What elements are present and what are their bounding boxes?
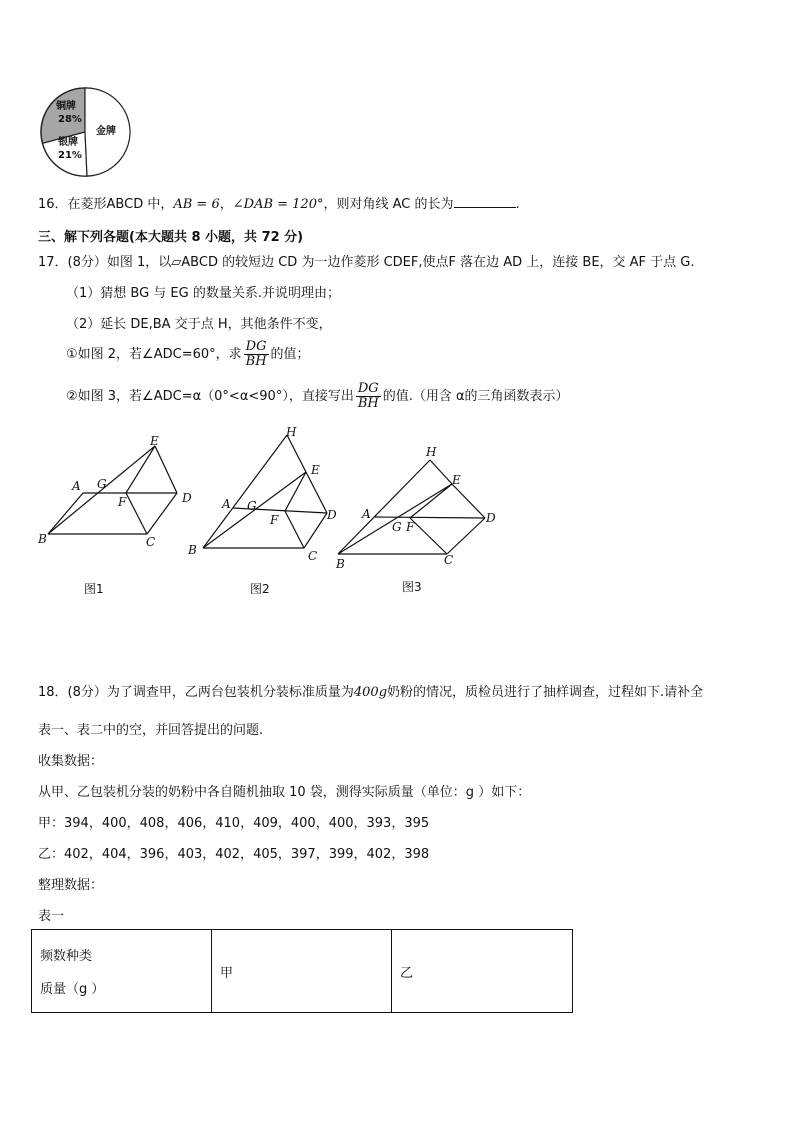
fig2-point-F: F bbox=[270, 513, 279, 527]
header-top-label: 频数种类 bbox=[40, 949, 93, 964]
table-cell-jia: 甲 bbox=[212, 930, 392, 1013]
table-row bbox=[32, 930, 573, 1013]
fig2-point-E: E bbox=[311, 463, 320, 477]
figure-3-caption: 图3 bbox=[402, 580, 422, 594]
pie-label-gold: 金牌 bbox=[96, 126, 116, 137]
question-17-part2-2: ②如图 3，若∠ADC=α（0°<α<90°），直接写出 $\frac{DG}{BH}$ 的值.（用含 α的三角函数表示） bbox=[66, 381, 569, 411]
pie-label-silver-pct: 21% bbox=[58, 150, 82, 161]
fig2-point-C: C bbox=[308, 549, 318, 563]
question-17-part2-1: ①如图 2，若∠ADC=60°，求 $\frac{DG}{BH}$ 的值； bbox=[66, 339, 310, 369]
sample-description: 从甲、乙包装机分装的奶粉中各自随机抽取 10 袋，测得实际质量（单位：g ）如下： bbox=[38, 785, 531, 800]
fig1-point-G: G bbox=[97, 477, 107, 491]
question-17-part2: （2）延长 DE,BA 交于点 H，其他条件不变， bbox=[66, 317, 332, 332]
fig3-point-C: C bbox=[444, 553, 454, 567]
fig3-point-A: A bbox=[362, 507, 371, 521]
pie-label-bronze-pct: 28% bbox=[58, 114, 82, 125]
fig3-point-D: D bbox=[486, 511, 496, 525]
fig2-point-A: A bbox=[222, 497, 231, 511]
section-heading: 三、解下列各题(本大题共 8 小题，共 72 分) bbox=[38, 230, 304, 245]
fig3-point-H: H bbox=[426, 445, 437, 459]
figure-3 bbox=[320, 440, 500, 580]
collect-data-label: 收集数据： bbox=[38, 754, 104, 769]
fig2-point-D: D bbox=[327, 508, 337, 522]
data-machine-jia: 甲：394，400，408，406，410，409，400，400，393，395 bbox=[38, 816, 430, 831]
figure-2-caption: 图2 bbox=[250, 582, 270, 596]
header-bottom-label: 质量（g ） bbox=[40, 982, 105, 997]
fig1-point-F: F bbox=[118, 495, 127, 509]
fig3-point-B: B bbox=[336, 557, 345, 571]
table-header-cell bbox=[32, 930, 212, 1013]
fig1-point-B: B bbox=[38, 532, 47, 546]
question-16: 16．在菱形ABCD 中，AB = 6，∠DAB = 120°，则对角线 AC 的长为 . bbox=[38, 197, 520, 212]
fig3-point-F: F bbox=[406, 520, 415, 534]
frequency-table bbox=[31, 929, 573, 1013]
question-17-part1: （1）猜想 BG 与 EG 的数量关系.并说明理由； bbox=[66, 286, 340, 301]
medal-pie-chart bbox=[38, 82, 138, 182]
figure-2 bbox=[180, 420, 340, 570]
fig1-point-C: C bbox=[146, 535, 156, 549]
figure-1 bbox=[0, 430, 200, 550]
data-machine-yi: 乙：402，404，396，403，402，405，397，399，402，398 bbox=[38, 847, 430, 862]
question-18-line2: 表一、表二中的空，并回答提出的问题. bbox=[38, 723, 264, 738]
fig1-point-A: A bbox=[72, 479, 81, 493]
question-18-line1: 18．(8分）为了调查甲，乙两台包装机分装标准质量为400g奶粉的情况，质检员进行了抽样调查，过程如下.请补全 bbox=[38, 685, 704, 700]
pie-label-silver: 银牌 bbox=[58, 137, 78, 148]
question-17-stem: 17．(8分）如图 1，以▱ABCD 的较短边 CD 为一边作菱形 CDEF,使点F 落在边 AD 上，连接 BE，交 AF 于点 G. bbox=[38, 255, 695, 270]
fraction-dg-bh-2: $\frac{DG}{BH}$ bbox=[357, 381, 379, 411]
fig2-point-B: B bbox=[188, 543, 197, 557]
fig2-point-G: G bbox=[247, 499, 257, 513]
pie-label-bronze: 铜牌 bbox=[56, 101, 76, 112]
fig3-point-G: G bbox=[392, 520, 402, 534]
table-cell-yi: 乙 bbox=[392, 930, 573, 1013]
fig1-point-E: E bbox=[150, 434, 159, 448]
fig2-point-H: H bbox=[286, 425, 297, 439]
organize-data-label: 整理数据： bbox=[38, 878, 104, 893]
table-title: 表一 bbox=[38, 909, 65, 924]
fig3-point-E: E bbox=[452, 473, 461, 487]
fraction-dg-bh: $\frac{DG}{BH}$ bbox=[245, 339, 267, 369]
fig1-point-D: D bbox=[182, 491, 192, 505]
figure-1-caption: 图1 bbox=[84, 582, 104, 596]
answer-blank[interactable] bbox=[454, 195, 516, 208]
